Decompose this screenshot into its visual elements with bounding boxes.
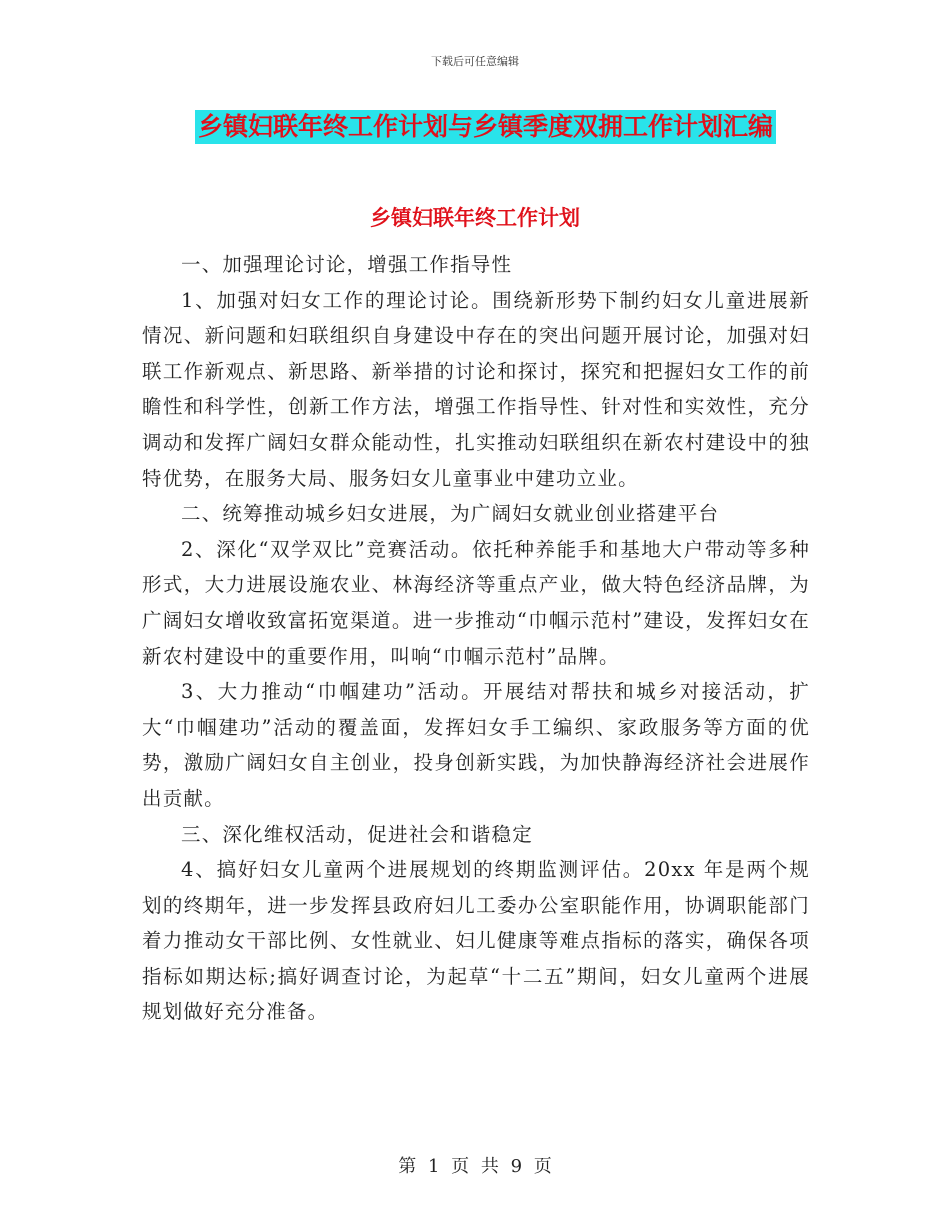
paragraph-4: 4、搞好妇女儿童两个进展规划的终期监测评估。20xx 年是两个规划的终期年，进一步发挥县政府妇儿工委办公室职能作用，协调职能部门着力推动女干部比例、女性就业、妇儿健康等难点指标的落实，确保各项指标如期达标;搞好调查讨论，为起草“十二五”期间，妇女儿童两个进展规划做好充分准备。	[142, 858, 810, 1024]
heading-3: 三、深化维权活动，促进社会和谐稳定	[181, 822, 533, 846]
page-number: 第 1 页 共 9 页	[398, 1156, 552, 1177]
heading-2: 二、统筹推动城乡妇女进展，为广阔妇女就业创业搭建平台	[181, 502, 720, 526]
main-title: 乡镇妇联年终工作计划与乡镇季度双拥工作计划汇编	[195, 110, 776, 144]
paragraph-3: 3、大力推动“巾帼建功”活动。开展结对帮扶和城乡对接活动，扩大“巾帼建功”活动的覆盖面，发挥妇女手工编织、家政服务等方面的优势，激励广阔妇女自主创业，投身创新实践，为加快静海经济社会进展作出贡献。	[142, 680, 810, 810]
heading-1: 一、加强理论讨论，增强工作指导性	[181, 253, 513, 276]
main-title-block	[195, 110, 776, 144]
page-header-note: 下载后可任意编辑	[431, 55, 519, 68]
paragraph-1: 1、加强对妇女工作的理论讨论。围绕新形势下制约妇女儿童进展新情况、新问题和妇联组织自身建设中存在的突出问题开展讨论，加强对妇联工作新观点、新思路、新举措的讨论和探讨，探究和把握妇女工作的前瞻性和科学性，创新工作方法，增强工作指导性、针对性和实效性，充分调动和发挥广阔妇女群众能动性，扎实推动妇联组织在新农村建设中的独特优势，在服务大局、服务妇女儿童事业中建功立业。	[142, 288, 810, 490]
section-title: 乡镇妇联年终工作计划	[370, 206, 580, 230]
paragraph-2: 2、深化“双学双比”竞赛活动。依托种养能手和基地大户带动等多种形式，大力进展设施农业、林海经济等重点产业，做大特色经济品牌，为广阔妇女增收致富拓宽渠道。进一步推动“巾帼示范村”建设，发挥妇女在新农村建设中的重要作用，叫响“巾帼示范村”品牌。	[142, 537, 810, 668]
body-text	[142, 247, 810, 1030]
